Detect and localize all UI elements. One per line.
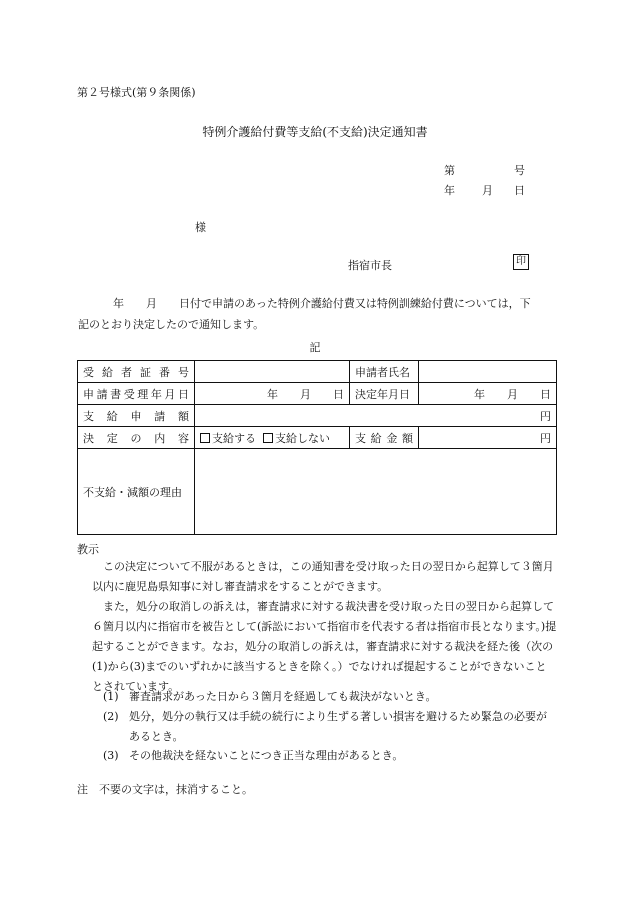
- reason-field[interactable]: [195, 449, 557, 535]
- table-row: [78, 427, 557, 449]
- table-row: [78, 405, 557, 427]
- notice-paragraph-1: [92, 557, 557, 597]
- requested-amount-field[interactable]: 円: [195, 405, 557, 427]
- exception-item-3-text: その他裁決を経ないことにつき正当な理由があるとき。: [129, 749, 404, 762]
- payment-amount-field[interactable]: 円: [419, 427, 557, 449]
- decision-date-field[interactable]: 年 月 日: [419, 383, 557, 405]
- footnote: 注 不要の文字は，抹消すること。: [77, 783, 253, 796]
- exception-item-2-number: (2): [103, 710, 119, 723]
- notice-heading: 教示: [77, 543, 99, 556]
- intro-line-2: 記のとおり決定したので通知します。: [78, 318, 265, 331]
- table-row: [78, 383, 557, 405]
- notice-paragraph-1-text: この決定について不服があるときは，この通知書を受け取った日の翌日から起算して３箇月以内に鹿児島県知事に対し審査請求をすることができます。: [92, 560, 554, 593]
- payment-amount-label: 支給金額: [350, 427, 419, 449]
- decision-table: [77, 360, 557, 535]
- form-id: 第２号様式(第９条関係): [77, 86, 196, 99]
- table-row: [78, 361, 557, 383]
- application-date-label: 申請書受理年月日: [78, 383, 195, 405]
- ki-heading: 記: [309, 341, 321, 354]
- issue-date-year: 年: [444, 184, 455, 197]
- exception-item-1-number: (1): [103, 690, 119, 703]
- exception-item-2-text: 処分，処分の執行又は手続の続行により生ずる著しい損害を避けるため緊急の必要があるとき。: [129, 710, 547, 743]
- nopay-option-label: 支給しない: [275, 431, 330, 445]
- table-row: [78, 449, 557, 535]
- doc-number-label: 第: [444, 164, 455, 177]
- issue-date-day: 日: [514, 184, 525, 197]
- applicant-name-label: 申請者氏名: [350, 361, 419, 383]
- notice-paragraph-2-text: また，処分の取消しの訴えは，審査請求に対する裁決書を受け取った日の翌日から起算して６箇月以内に指宿市を被告として(訴訟において指宿市を代表する者は指宿市長となります。)提起することができます。なお，処分の取消しの訴えは，審査請求に対する裁決を経た後（次の(1)から(3)までのいずれかに該当するときを除く。）でなければ提起することができないこととされています。: [92, 600, 557, 693]
- intro-line-1: 年 月 日付で申請のあった特例介護給付費又は特例訓練給付費については，下: [113, 297, 531, 310]
- notice-paragraph-2: [92, 597, 557, 697]
- issue-date-month: 月: [482, 184, 493, 197]
- doc-number-suffix: 号: [514, 164, 525, 177]
- nopay-checkbox[interactable]: [263, 433, 273, 443]
- pay-checkbox[interactable]: [200, 433, 210, 443]
- recipient-number-label: 受給者証番号: [78, 361, 195, 383]
- decision-date-label: 決定年月日: [350, 383, 419, 405]
- applicant-name-field[interactable]: [419, 361, 557, 383]
- seal-mark: 印: [513, 254, 529, 270]
- recipient-number-field[interactable]: [195, 361, 350, 383]
- requested-amount-label: 支給申請額: [78, 405, 195, 427]
- reason-label: 不支給・減額の理由: [78, 449, 195, 535]
- decision-options: [195, 427, 350, 449]
- document-title: 特例介護給付費等支給(不支給)決定通知書: [202, 125, 428, 139]
- exception-item-3-number: (3): [103, 749, 119, 762]
- pay-option-label: 支給する: [212, 431, 256, 445]
- decision-content-label: 決定の内容: [78, 427, 195, 449]
- addressee-suffix: 様: [195, 221, 206, 234]
- issuer-name: 指宿市長: [348, 259, 392, 272]
- exception-item-1-text: 審査請求があった日から３箇月を経過しても裁決がないとき。: [129, 690, 437, 703]
- application-date-field[interactable]: 年 月 日: [195, 383, 350, 405]
